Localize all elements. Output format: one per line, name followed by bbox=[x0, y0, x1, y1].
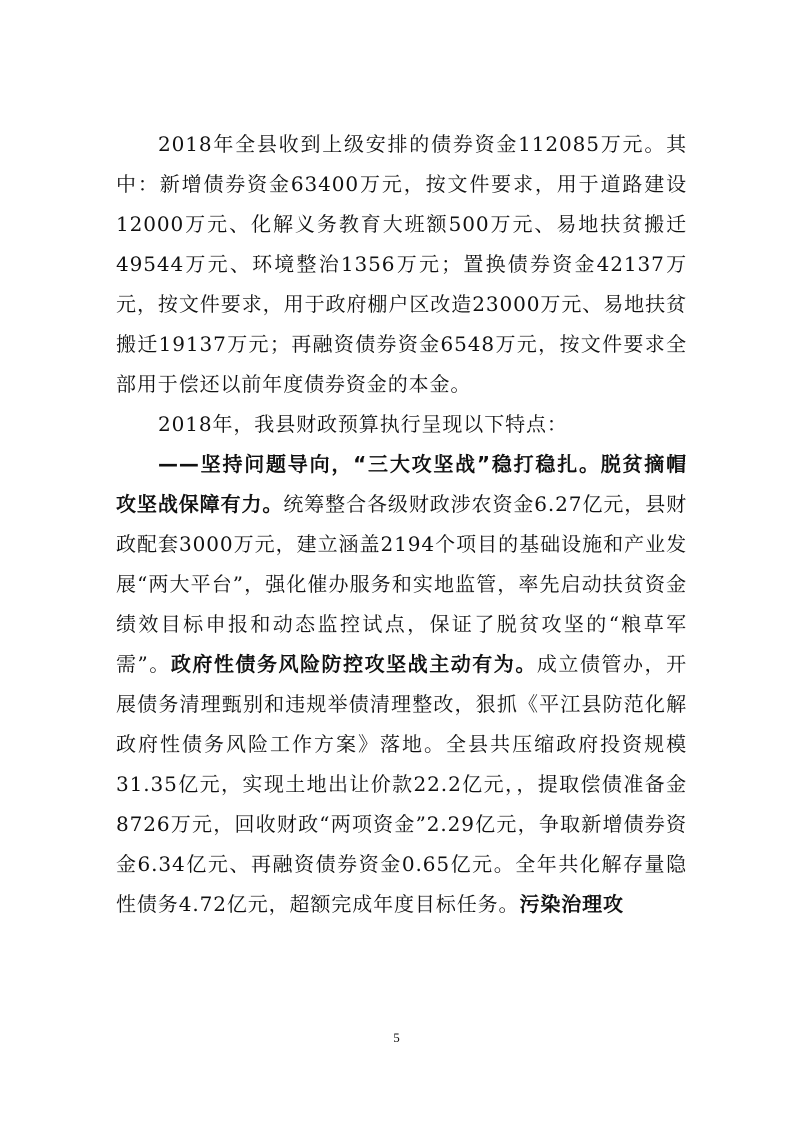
text-debt-risk: 成立债管办，开展债务清理甄别和违规举债清理整改，狠抓《平江县防范化解政府性债务风险工作方案》落地。全县共压缩政府投资规模31.35亿元，实现土地出让价款22.2亿元，，提取偿债准备金8726万元，回收财政“两项资金”2.29亿元，争取新增债券资金6.34亿元、再融资债券资金0.65亿元。全年共化解存量隐性债务4.72亿元，超额完成年度目标任务。 bbox=[116, 652, 687, 916]
paragraph-bond-funds: 2018年全县收到上级安排的债券资金112085万元。其中：新增债券资金63400万元，按文件要求，用于道路建设12000万元、化解义务教育大班额500万元、易地扶贫搬迁49544万元、环境整治1356万元；置换债券资金42137万元，按文件要求，用于政府棚户区改造23000万元、易地扶贫搬迁19137万元；再融资债券资金6548万元，按文件要求全部用于偿还以前年度债券资金的本金。 bbox=[116, 132, 687, 396]
paragraph-budget-features-intro: 2018年，我县财政预算执行呈现以下特点： bbox=[158, 412, 568, 436]
text-poverty-alleviation: 统筹整合各级财政涉农资金6.27亿元，县财政配套3000万元，建立涵盖2194个项目的基础设施和产业发展“两大平台”，强化催办服务和实地监管，率先启动扶贫资金绩效目标申报和动态监控试点，保证了脱贫攻坚的“粮草军需”。 bbox=[116, 492, 688, 676]
subheading-debt-risk: 政府性债务风险防控攻坚战主动有为。 bbox=[170, 652, 537, 676]
page-number: 5 bbox=[393, 1030, 400, 1045]
paragraph-three-battles bbox=[116, 444, 687, 924]
subheading-pollution-control: 污染治理攻 bbox=[519, 892, 624, 916]
section-heading-three-battles: ——坚持问题导向，“三大攻坚战”稳打稳扎。 bbox=[158, 452, 601, 476]
subheading-poverty-alleviation: 脱贫摘帽攻坚战保障有力。 bbox=[116, 452, 687, 516]
document-body bbox=[116, 124, 687, 924]
